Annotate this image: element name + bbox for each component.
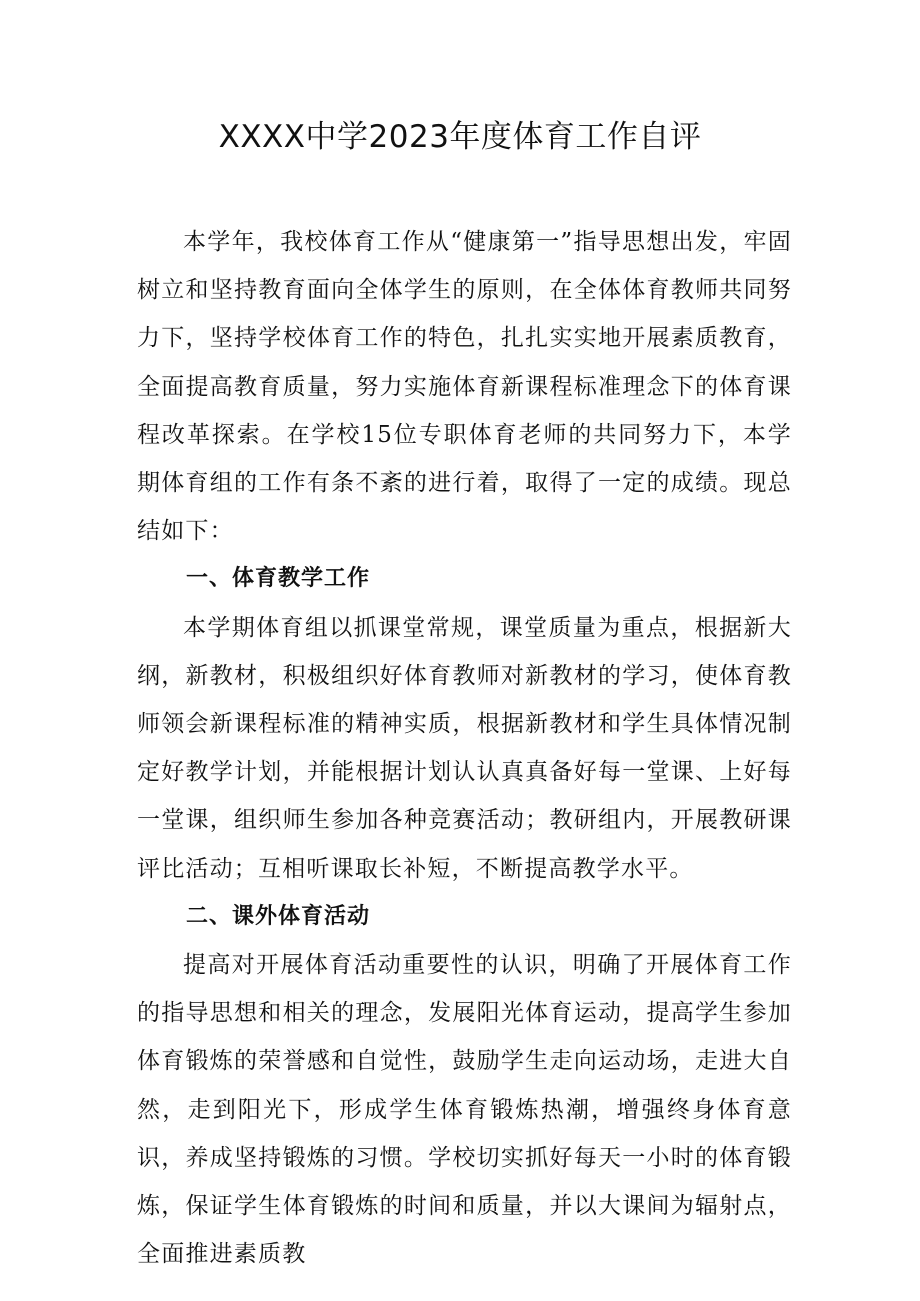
section-paragraph-teaching: 本学期体育组以抓课堂常规，课堂质量为重点，根据新大纲，新教材，积极组织好体育教师对新教材的学习，使体育教师领会新课程标准的精神实质，根据新教材和学生具体情况制定好教学计划，并能根据计划认认真真备好每一堂课、上好每一堂课，组织师生参加各种竞赛活动；教研组内，开展教研课评比活动；互相听课取长补短，不断提高教学水平。: [137, 614, 792, 882]
intro-paragraph: 本学年，我校体育工作从“健康第一”指导思想出发，牢固树立和坚持教育面向全体学生的原则，在全体体育教师共同努力下，坚持学校体育工作的特色，扎扎实实地开展素质教育，全面提高教育质量，努力实施体育新课程标准理念下的体育课程改革探索。在学校15位专职体育老师的共同努力下，本学期体育组的工作有条不紊的进行着，取得了一定的成绩。现总结如下：: [137, 229, 792, 545]
section-paragraph-extracurricular: 提高对开展体育活动重要性的认识，明确了开展体育工作的指导思想和相关的理念，发展阳光体育运动，提高学生参加体育锻炼的荣誉感和自觉性，鼓励学生走向运动场，走进大自然，走到阳光下，形成学生体育锻炼热潮，增强终身体育意识，养成坚持锻炼的习惯。学校切实抓好每天一小时的体育锻炼，保证学生体育锻炼的时间和质量，并以大课间为辐射点，全面推进素质教: [137, 952, 792, 1268]
section-heading-teaching: 一、体育教学工作: [186, 566, 371, 592]
section-heading-extracurricular: 二、课外体育活动: [186, 903, 371, 929]
document-title: XXXX中学2023年度体育工作自评: [218, 119, 702, 155]
document-body: [137, 218, 792, 1278]
